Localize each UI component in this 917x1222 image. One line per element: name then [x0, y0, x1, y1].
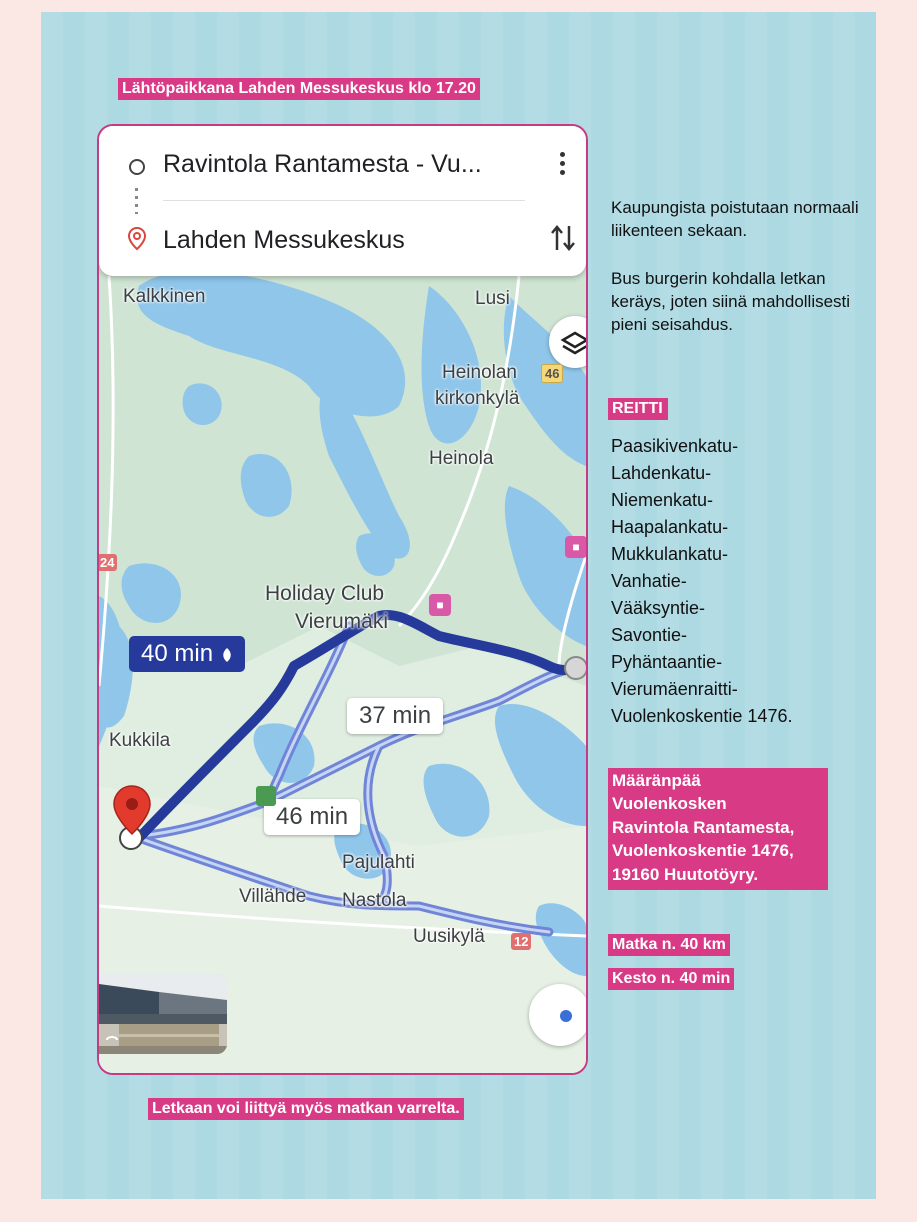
destination-pin-icon — [112, 784, 152, 836]
destination-line: Vuolenkoskentie 1476, — [612, 841, 794, 861]
field-divider — [163, 200, 525, 201]
route-street: Niemenkatu- — [611, 490, 714, 510]
info-paragraph-1: Kaupungista poistutaan normaali liikenteen sekaan. — [611, 198, 859, 240]
destination-box — [608, 768, 828, 890]
place-label-kirkonkyla: kirkonkylä — [435, 388, 520, 409]
alt-route-time-1[interactable]: 37 min — [347, 698, 443, 734]
route-street: Haapalankatu- — [611, 517, 729, 537]
departure-note: Lähtöpaikkana Lahden Messukeskus klo 17.20 — [118, 78, 480, 100]
leaf-icon — [221, 647, 233, 663]
place-label-kukkila: Kukkila — [109, 730, 171, 751]
my-location-button[interactable] — [529, 984, 588, 1046]
layers-button[interactable] — [549, 316, 588, 368]
layers-icon — [549, 316, 588, 368]
destination-line: 19160 Huutotöyry. — [612, 864, 759, 884]
road-badge-46: 46 — [541, 364, 563, 383]
destination-line: Ravintola Rantamesta, — [612, 817, 795, 837]
distance-label: Matka n. 40 km — [608, 934, 730, 956]
swap-icon[interactable] — [549, 222, 577, 254]
route-street: Paasikivenkatu- — [611, 436, 739, 456]
place-label-heinola: Heinola — [429, 448, 494, 469]
pin-icon — [127, 227, 147, 251]
place-label-uusikyla: Uusikylä — [413, 926, 485, 947]
origin-field[interactable]: Ravintola Rantamesta - Vu... — [163, 150, 482, 178]
route-street: Pyhäntaantie- — [611, 652, 723, 672]
route-street: Mukkulankatu- — [611, 544, 729, 564]
route-street-list — [611, 433, 871, 730]
more-vert-icon[interactable] — [555, 152, 569, 182]
duration-label: Kesto n. 40 min — [608, 968, 734, 990]
destination-field[interactable]: Lahden Messukeskus — [163, 226, 405, 254]
selected-route-time[interactable] — [129, 636, 245, 672]
map-screenshot — [97, 124, 588, 1075]
place-label-nastola: Nastola — [342, 890, 407, 911]
road-badge-24: 24 — [97, 554, 117, 571]
route-street: Vierumäenraitti- — [611, 679, 738, 699]
transit-icon — [256, 786, 276, 806]
place-label-pajulahti: Pajulahti — [342, 852, 415, 873]
place-label-holiday-club: Holiday Club — [265, 582, 385, 605]
route-street: Vuolenkoskentie 1476. — [611, 706, 793, 726]
street-view-thumbnail[interactable] — [99, 974, 227, 1054]
origin-circle-icon — [129, 159, 145, 175]
destination-line: Vuolenkosken — [612, 794, 727, 814]
place-label-kalkkinen: Kalkkinen — [123, 286, 206, 307]
route-connector-dots — [135, 188, 138, 214]
join-along-route-note: Letkaan voi liittyä myös matkan varrelta. — [148, 1098, 464, 1120]
directions-search-card — [99, 126, 586, 276]
hotel-icon[interactable]: ■ — [565, 536, 587, 558]
place-label-vierumaki: Vierumäki — [295, 610, 388, 633]
street-view-icon — [99, 974, 227, 1054]
route-heading: REITTI — [608, 398, 668, 420]
route-street: Savontie- — [611, 625, 688, 645]
place-label-heinolan: Heinolan — [442, 362, 517, 383]
my-location-icon — [560, 1010, 572, 1022]
route-street: Vanhatie- — [611, 571, 687, 591]
alt-route-time-2[interactable]: 46 min — [264, 799, 360, 835]
info-paragraph-2: Bus burgerin kohdalla letkan keräys, joten siinä mahdollisesti pieni seisahdus. — [611, 269, 851, 334]
hotel-icon[interactable]: ■ — [429, 594, 451, 616]
place-label-villahde: Villähde — [239, 886, 307, 907]
route-street: Vääksyntie- — [611, 598, 706, 618]
selected-route-time-label: 40 min — [141, 640, 214, 667]
road-badge-12: 12 — [511, 933, 531, 950]
route-street: Lahdenkatu- — [611, 463, 712, 483]
place-label-lusi: Lusi — [475, 288, 510, 309]
destination-line: Määränpää — [612, 771, 701, 790]
